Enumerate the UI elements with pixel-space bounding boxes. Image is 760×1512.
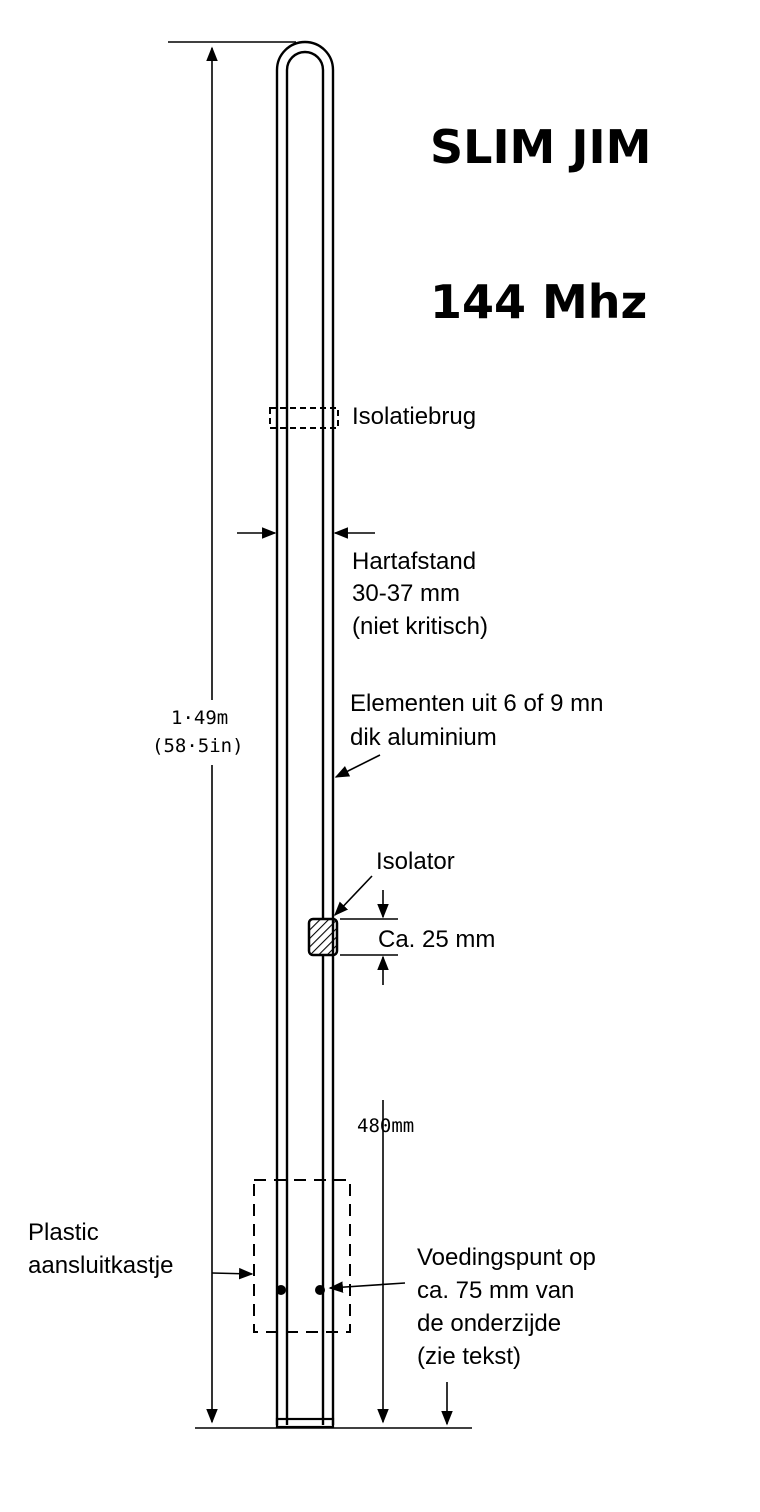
element-leader-arrow xyxy=(336,755,380,777)
isolation-bridge xyxy=(270,408,338,428)
antenna-name-title: SLIM JIM xyxy=(430,120,652,174)
feed-point-left xyxy=(276,1285,286,1295)
plastic-connection-box xyxy=(254,1180,350,1332)
voedingspunt-label-line3: de onderzijde xyxy=(417,1310,562,1337)
hartafstand-label: Hartafstand xyxy=(352,548,477,575)
feedpoint-leader-arrow xyxy=(330,1283,405,1288)
antenna-outer-outline xyxy=(277,42,333,1425)
elementen-label-line2: dik aluminium xyxy=(350,724,497,751)
plastic-box-label-line1: Plastic xyxy=(28,1219,99,1246)
isolator-label: Isolator xyxy=(376,848,455,875)
feedpoint-bottom-dimension xyxy=(300,1382,472,1428)
total-length-metric: 1·49m xyxy=(171,707,229,729)
feed-point-right xyxy=(315,1285,325,1295)
antenna-bottom-short xyxy=(277,1419,333,1427)
total-length-imperial: (58·5in) xyxy=(152,735,244,757)
elementen-label-line1: Elementen uit 6 of 9 mn xyxy=(350,690,604,717)
length-480-label: 480mm xyxy=(357,1115,415,1137)
isolatiebrug-label: Isolatiebrug xyxy=(352,403,477,430)
antenna-inner-outline xyxy=(287,52,323,1425)
frequency-title: 144 Mhz xyxy=(430,275,648,329)
plastic-box-label-line2: aansluitkastje xyxy=(28,1252,174,1279)
voedingspunt-label-line1: Voedingspunt op xyxy=(417,1244,596,1271)
isolator-block xyxy=(309,919,337,955)
voedingspunt-label-line2: ca. 75 mm van xyxy=(417,1277,575,1304)
hartafstand-note: (niet kritisch) xyxy=(352,613,489,640)
gap-label: Ca. 25 mm xyxy=(378,926,496,953)
antenna-element xyxy=(277,42,333,1427)
hartafstand-value: 30-37 mm xyxy=(352,580,461,607)
voedingspunt-label-line4: (zie tekst) xyxy=(417,1343,522,1370)
plastic-box-leader-arrow xyxy=(212,1273,252,1274)
isolator-leader-arrow xyxy=(335,876,372,915)
